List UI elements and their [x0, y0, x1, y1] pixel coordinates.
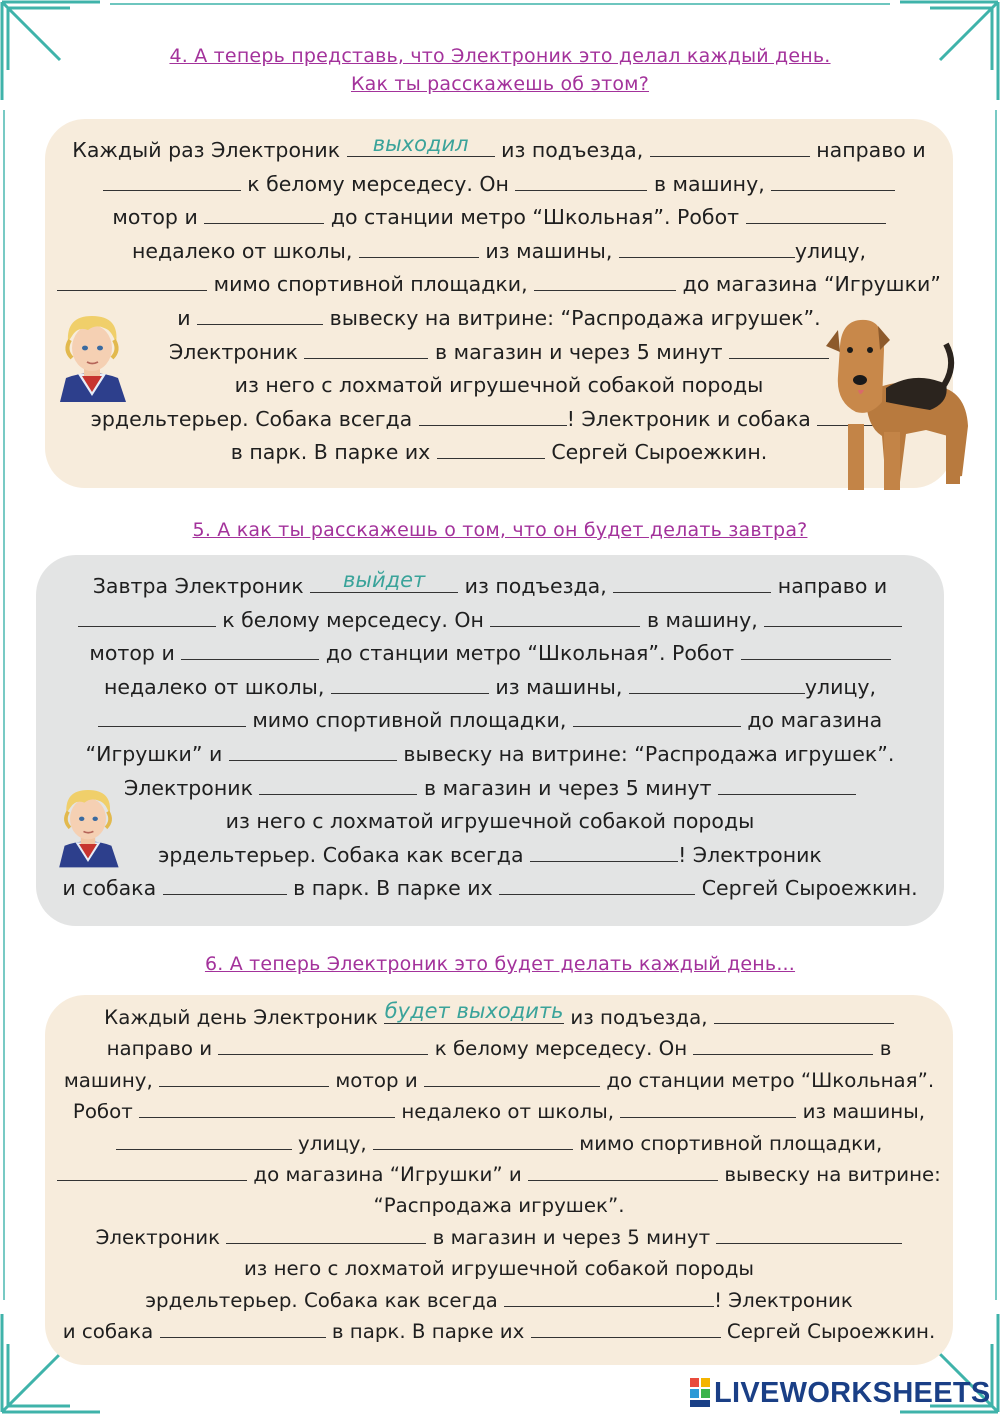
s6-line-9: из него с лохматой игрушечной собакой породы	[243, 1257, 755, 1281]
s5-blank-7[interactable]	[741, 641, 891, 660]
s5-input-5[interactable]	[764, 603, 902, 625]
s6-line-8: Электроник в магазин и через 5 минут	[45, 1222, 953, 1253]
s5-blank-1	[310, 568, 458, 593]
s4-input-11[interactable]	[534, 267, 676, 289]
s5-line-9: эрдельтерьер. Собака как всегда ! Электроник	[36, 839, 944, 873]
s5-blank-8[interactable]	[331, 675, 489, 694]
s5-input-6[interactable]	[181, 636, 319, 658]
s4-blank-15[interactable]	[419, 407, 567, 426]
s5-line-1: Завтра Электроник выйдет из подъезда, направо и	[92, 568, 888, 598]
s6-line-1: Каждый день Электроник будет выходить из подъезда,	[45, 1002, 953, 1033]
s6-blank-17[interactable]	[531, 1319, 721, 1338]
s5-input-11[interactable]	[573, 703, 741, 725]
s5-line-3: мотор и до станции метро “Школьная”. Робот	[36, 637, 944, 671]
s6-input-10[interactable]	[373, 1126, 573, 1148]
s5-blank-4[interactable]	[490, 608, 640, 627]
s4-input-14[interactable]	[729, 335, 829, 357]
s4-blank-12[interactable]	[197, 306, 323, 325]
s5-blank-16[interactable]	[163, 876, 287, 895]
s6-input-14[interactable]	[716, 1220, 902, 1242]
s6-input-6[interactable]	[424, 1063, 600, 1085]
s4-input-9[interactable]	[619, 234, 795, 256]
s6-input-5[interactable]	[159, 1063, 329, 1085]
s5-input-16[interactable]	[163, 871, 287, 893]
s4-line-10: в парк. В парке их Сергей Сыроежкин.	[45, 436, 953, 470]
s4-blank-8[interactable]	[359, 239, 479, 258]
s5-blank-3[interactable]	[78, 608, 216, 627]
s4-blank-3[interactable]	[103, 172, 241, 191]
s4-blank-7[interactable]	[746, 205, 886, 224]
s6-line-2: направо и к белому мерседесу. Он в	[45, 1033, 953, 1064]
s6-blank-15[interactable]	[504, 1288, 714, 1307]
s6-blank-16[interactable]	[160, 1319, 326, 1338]
s4-blank-4[interactable]	[515, 172, 647, 191]
s4-input-12[interactable]	[197, 301, 323, 323]
s4-blank-13[interactable]	[304, 340, 428, 359]
s4-blank-9[interactable]	[619, 239, 795, 258]
s5-blank-13[interactable]	[259, 776, 417, 795]
s5-blank-12[interactable]	[229, 742, 397, 761]
s6-line-7: “Распродажа игрушек”.	[373, 1194, 625, 1218]
s5-input-14[interactable]	[718, 771, 856, 793]
s6-blank-11[interactable]	[57, 1162, 247, 1181]
s4-example-answer: выходил	[372, 132, 469, 156]
s6-blank-5[interactable]	[159, 1068, 329, 1087]
s6-blank-2[interactable]	[714, 1005, 894, 1024]
s6-blank-8[interactable]	[620, 1099, 796, 1118]
s4-input-2[interactable]	[650, 133, 810, 155]
s6-blank-14[interactable]	[716, 1225, 902, 1244]
s5-blank-10[interactable]	[98, 708, 246, 727]
liveworksheets-logo	[690, 1376, 990, 1410]
s6-input-7[interactable]	[139, 1094, 395, 1116]
s6-line-5: улицу, мимо спортивной площадки,	[45, 1128, 953, 1159]
section6-heading: 6. А теперь Электроник это будет делать каждый день...	[204, 953, 796, 975]
s4-line-8: из него с лохматой игрушечной собакой породы	[234, 373, 764, 398]
section4-box	[45, 119, 953, 488]
s4-line-7: Электроник в магазин и через 5 минут	[45, 336, 953, 370]
s5-line-4: недалеко от школы, из машины, улицу,	[36, 671, 944, 705]
s5-input-3[interactable]	[78, 603, 216, 625]
s4-line-1: Каждый раз Электроник выходил из подъезда, направо и	[72, 132, 926, 162]
s6-blank-4[interactable]	[693, 1036, 873, 1055]
s6-input-16[interactable]	[160, 1314, 326, 1336]
s4-input-10[interactable]	[57, 267, 207, 289]
s6-blank-7[interactable]	[139, 1099, 395, 1118]
s4-blank-1	[347, 132, 495, 157]
section6-box	[45, 995, 953, 1365]
s4-line-5: мимо спортивной площадки, до магазина “Игрушки”	[45, 268, 953, 302]
s6-blank-12[interactable]	[528, 1162, 718, 1181]
s4-blank-17[interactable]	[437, 440, 545, 459]
liveworksheets-logo-text: LIVEWORKSHEETS	[714, 1377, 991, 1409]
s4-input-17[interactable]	[437, 435, 545, 457]
s6-input-12[interactable]	[528, 1157, 718, 1179]
s6-blank-1	[384, 999, 564, 1024]
section4-heading-line1: 4. А теперь представь, что Электроник это делал каждый день.	[169, 45, 831, 67]
s5-line-5: мимо спортивной площадки, до магазина	[36, 704, 944, 738]
s6-blank-3[interactable]	[218, 1036, 428, 1055]
s4-blank-11[interactable]	[534, 272, 676, 291]
s6-blank-6[interactable]	[424, 1068, 600, 1087]
s5-line-7: Электроник в магазин и через 5 минут	[36, 772, 944, 806]
s5-blank-2[interactable]	[613, 574, 771, 593]
section4-heading	[0, 42, 1000, 98]
s6-line-4: Робот недалеко от школы, из машины,	[45, 1096, 953, 1127]
s6-input-17[interactable]	[531, 1314, 721, 1336]
s4-input-8[interactable]	[359, 234, 479, 256]
s5-input-4[interactable]	[490, 603, 640, 625]
s5-blank-14[interactable]	[718, 776, 856, 795]
s5-input-2[interactable]	[613, 569, 771, 591]
section4-heading-line2: Как ты расскажешь об этом?	[350, 73, 650, 95]
s6-line-3: машину, мотор и до станции метро “Школьная”.	[45, 1065, 953, 1096]
s4-blank-10[interactable]	[57, 272, 207, 291]
s6-input-11[interactable]	[57, 1157, 247, 1179]
s6-example-answer: будет выходить	[384, 999, 564, 1023]
s6-line-10: эрдельтерьер. Собака как всегда ! Электроник	[45, 1285, 953, 1316]
s6-blank-13[interactable]	[226, 1225, 426, 1244]
s6-input-8[interactable]	[620, 1094, 796, 1116]
s4-blank-2[interactable]	[650, 138, 810, 157]
airedale-dog-illustration	[826, 306, 976, 506]
s4-input-5[interactable]	[771, 167, 895, 189]
s5-blank-17[interactable]	[499, 876, 695, 895]
s5-input-13[interactable]	[259, 771, 417, 793]
s5-line-6: “Игрушки” и вывеску на витрине: “Распродажа игрушек”.	[36, 738, 944, 772]
s4-input-13[interactable]	[304, 335, 428, 357]
section5-heading: 5. А как ты расскажешь о том, что он будет делать завтра?	[192, 519, 808, 541]
s6-input-2[interactable]	[714, 1000, 894, 1022]
s6-blank-10[interactable]	[373, 1131, 573, 1150]
s4-line-4: недалеко от школы, из машины, улицу,	[45, 235, 953, 269]
s6-input-4[interactable]	[693, 1031, 873, 1053]
s5-input-15[interactable]	[530, 838, 678, 860]
s4-blank-6[interactable]	[204, 205, 324, 224]
s4-line-3: мотор и до станции метро “Школьная”. Робот	[45, 201, 953, 235]
s5-blank-15[interactable]	[530, 843, 678, 862]
s5-blank-5[interactable]	[764, 608, 902, 627]
electronic-boy-illustration	[52, 310, 132, 402]
s5-line-10: и собака в парк. В парке их Сергей Сыроежкин.	[36, 872, 944, 906]
s5-line-8: из него с лохматой игрушечной собакой породы	[225, 809, 755, 834]
section5-box	[36, 555, 944, 926]
s5-input-7[interactable]	[741, 636, 891, 658]
s6-input-13[interactable]	[226, 1220, 426, 1242]
s5-blank-11[interactable]	[573, 708, 741, 727]
s4-line-2: к белому мерседесу. Он в машину,	[45, 168, 953, 202]
s5-input-10[interactable]	[98, 703, 246, 725]
s6-input-15[interactable]	[504, 1283, 714, 1305]
s4-input-15[interactable]	[419, 402, 567, 424]
s4-input-4[interactable]	[515, 167, 647, 189]
s4-input-6[interactable]	[204, 200, 324, 222]
s4-input-3[interactable]	[103, 167, 241, 189]
s5-blank-6[interactable]	[181, 641, 319, 660]
s5-example-answer: выйдет	[342, 568, 426, 592]
s5-input-17[interactable]	[499, 871, 695, 893]
s5-input-9[interactable]	[629, 670, 805, 692]
s6-input-3[interactable]	[218, 1031, 428, 1053]
s5-input-12[interactable]	[229, 737, 397, 759]
s4-line-9: эрдельтерьер. Собака всегда ! Электроник и собака	[45, 403, 953, 437]
s6-line-6: до магазина “Игрушки” и вывеску на витрине:	[45, 1159, 953, 1190]
electronic-boy-illustration-2	[52, 782, 124, 870]
s6-blank-9[interactable]	[116, 1131, 292, 1150]
liveworksheets-logo-icon	[690, 1378, 712, 1408]
s4-blank-5[interactable]	[771, 172, 895, 191]
s5-blank-9[interactable]	[629, 675, 805, 694]
s4-blank-14[interactable]	[729, 340, 829, 359]
s6-input-9[interactable]	[116, 1126, 292, 1148]
s6-line-11: и собака в парк. В парке их Сергей Сыроежкин.	[45, 1316, 953, 1347]
s4-input-7[interactable]	[746, 200, 886, 222]
s5-line-2: к белому мерседесу. Он в машину,	[36, 604, 944, 638]
s4-line-6: и вывеску на витрине: “Распродажа игрушек”.	[45, 302, 953, 336]
s5-input-8[interactable]	[331, 670, 489, 692]
